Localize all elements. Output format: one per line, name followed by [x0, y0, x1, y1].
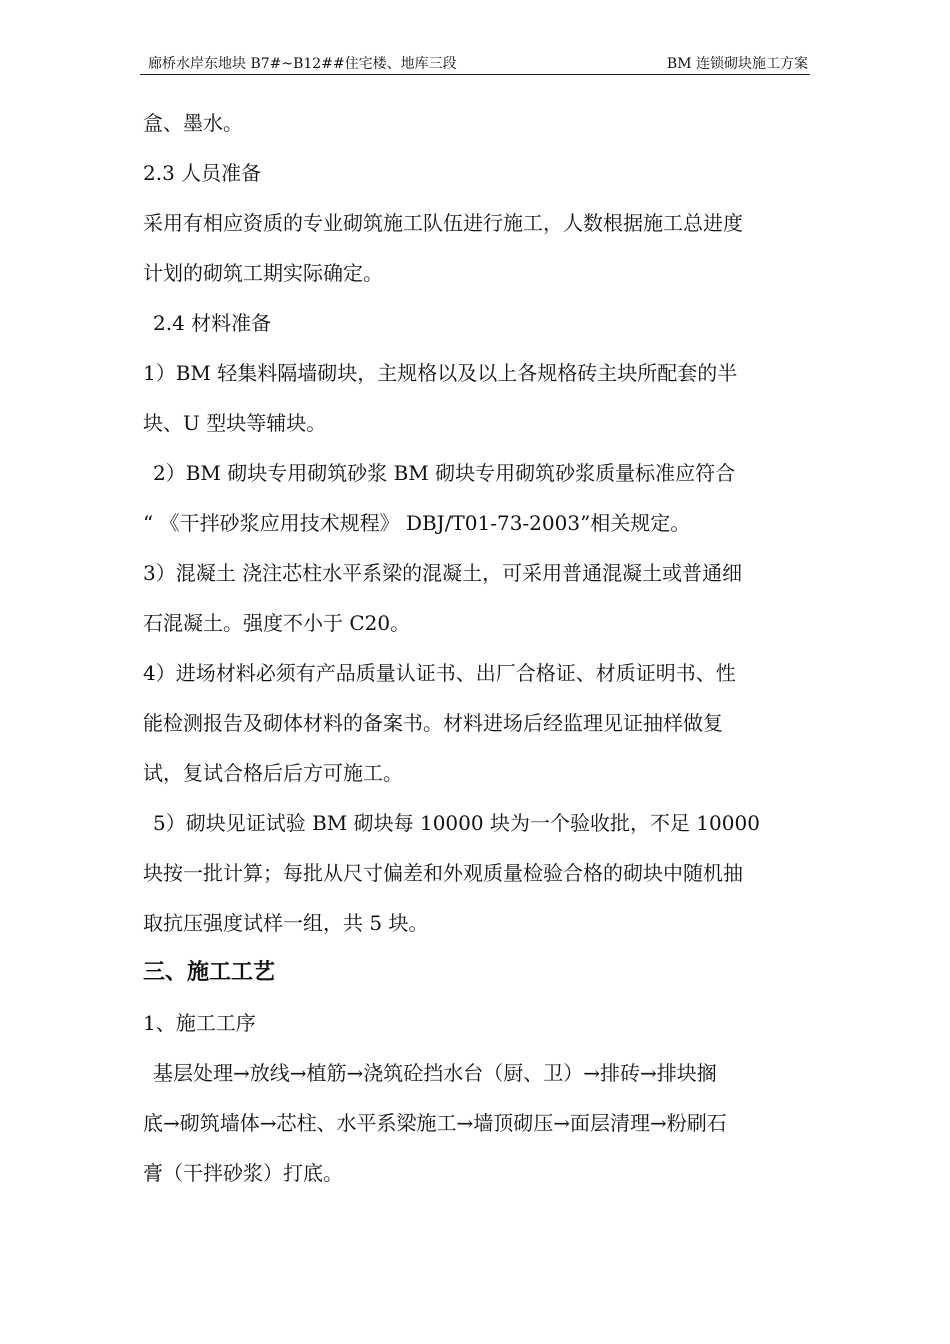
body-line: 块按一批计算；每批从尺寸偏差和外观质量检验合格的砌块中随机抽 [143, 861, 743, 885]
process-sequence-line: 基层处理→放线→植筋→浇筑砼挡水台（厨、卫）→排砖→排块搁 [153, 1061, 717, 1085]
process-sequence-line: 膏（干拌砂浆）打底。 [143, 1161, 343, 1185]
body-line: 石混凝土。强度不小于 C20。 [143, 611, 411, 635]
body-line: 能检测报告及砌体材料的备案书。材料进场后经监理见证抽样做复 [143, 711, 723, 735]
page-header [140, 54, 810, 75]
subsection-heading: 1、施工工序 [143, 1011, 256, 1035]
section-heading-2-3: 2.3 人员准备 [143, 161, 262, 185]
header-document-title: BM 连锁砌块施工方案 [666, 56, 808, 72]
section-heading-2-4: 2.4 材料准备 [153, 311, 272, 335]
list-item-1: 1）BM 轻集料隔墙砌块，主规格以及以上各规格砖主块所配套的半 [143, 361, 738, 385]
list-item-4: 4）进场材料必须有产品质量认证书、出厂合格证、材质证明书、性 [143, 661, 736, 685]
body-line: “ 《干拌砂浆应用技术规程》 DBJ/T01-73-2003”相关规定。 [143, 511, 691, 535]
list-item-2: 2）BM 砌块专用砌筑砂浆 BM 砌块专用砌筑砂浆质量标准应符合 [153, 461, 736, 485]
body-line: 盒、墨水。 [143, 111, 243, 135]
body-line: 计划的砌筑工期实际确定。 [143, 261, 383, 285]
body-line: 块、U 型块等辅块。 [143, 411, 327, 435]
body-line: 取抗压强度试样一组，共 5 块。 [143, 911, 429, 935]
list-item-5: 5）砌块见证试验 BM 砌块每 10000 块为一个验收批，不足 10000 [153, 811, 760, 835]
header-project-title: 廊桥水岸东地块 B7#~B12##住宅楼、地库三段 [148, 56, 457, 72]
document-body [143, 98, 808, 1198]
body-line: 试，复试合格后后方可施工。 [143, 761, 403, 785]
list-item-3: 3）混凝土 浇注芯柱水平系梁的混凝土，可采用普通混凝土或普通细 [143, 561, 743, 585]
process-sequence-line: 底→砌筑墙体→芯柱、水平系梁施工→墙顶砌压→面层清理→粉刷石 [143, 1111, 727, 1135]
body-line: 采用有相应资质的专业砌筑施工队伍进行施工，人数根据施工总进度 [143, 211, 743, 235]
chapter-heading: 三、施工工艺 [143, 960, 276, 985]
